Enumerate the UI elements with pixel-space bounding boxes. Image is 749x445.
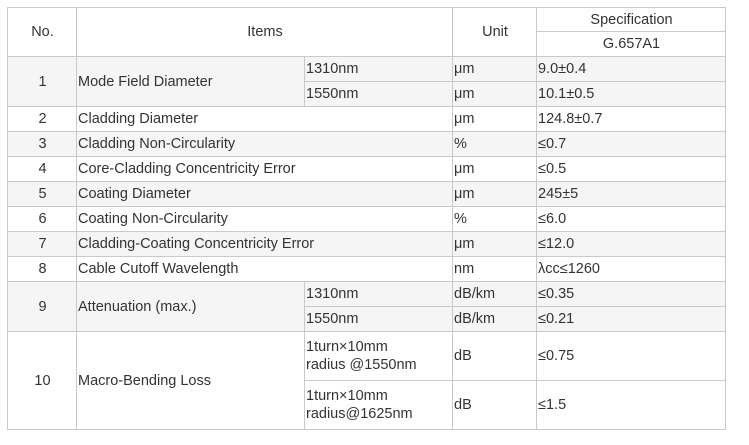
table-row [8, 332, 726, 381]
row-number: 1 [8, 57, 77, 107]
spec-value: ≤0.21 [537, 307, 726, 332]
unit: nm [453, 257, 537, 282]
row-number: 10 [8, 332, 77, 430]
unit: dB [453, 381, 537, 430]
condition: 1310nm [305, 57, 453, 82]
spec-value: 9.0±0.4 [537, 57, 726, 82]
table-row [8, 182, 726, 207]
spec-value: λcc≤1260 [537, 257, 726, 282]
item-name: Core-Cladding Concentricity Error [77, 157, 453, 182]
unit: μm [453, 232, 537, 257]
condition-line: radius@1625nm [306, 406, 413, 422]
item-name: Cladding Non-Circularity [77, 132, 453, 157]
item-name: Cladding Diameter [77, 107, 453, 132]
header-specification: Specification [537, 8, 726, 32]
header-unit: Unit [453, 8, 537, 57]
table-row [8, 282, 726, 307]
condition: 1550nm [305, 307, 453, 332]
unit: % [453, 132, 537, 157]
item-name: Cladding-Coating Concentricity Error [77, 232, 453, 257]
table-row [8, 107, 726, 132]
condition: 1550nm [305, 82, 453, 107]
condition-line: 1turn×10mm [306, 388, 388, 404]
table-row [8, 232, 726, 257]
spec-value: 124.8±0.7 [537, 107, 726, 132]
condition [305, 381, 453, 430]
unit: dB/km [453, 307, 537, 332]
spec-value: ≤1.5 [537, 381, 726, 430]
unit: μm [453, 82, 537, 107]
table-row [8, 157, 726, 182]
row-number: 8 [8, 257, 77, 282]
item-name: Macro-Bending Loss [77, 332, 305, 430]
condition [305, 332, 453, 381]
spec-value: ≤6.0 [537, 207, 726, 232]
table-row [8, 57, 726, 82]
unit: μm [453, 107, 537, 132]
condition-line: radius @1550nm [306, 357, 417, 373]
item-name: Coating Non-Circularity [77, 207, 453, 232]
spec-value: 10.1±0.5 [537, 82, 726, 107]
table-row [8, 132, 726, 157]
item-name: Mode Field Diameter [77, 57, 305, 107]
row-number: 2 [8, 107, 77, 132]
unit: dB [453, 332, 537, 381]
unit: % [453, 207, 537, 232]
spec-value: ≤0.5 [537, 157, 726, 182]
spec-value: ≤0.35 [537, 282, 726, 307]
unit: μm [453, 182, 537, 207]
row-number: 9 [8, 282, 77, 332]
spec-value: ≤12.0 [537, 232, 726, 257]
header-no: No. [8, 8, 77, 57]
header-fiber-type: G.657A1 [537, 32, 726, 57]
row-number: 6 [8, 207, 77, 232]
header-items: Items [77, 8, 453, 57]
row-number: 4 [8, 157, 77, 182]
unit: μm [453, 57, 537, 82]
unit: μm [453, 157, 537, 182]
table-row [8, 207, 726, 232]
unit: dB/km [453, 282, 537, 307]
item-name: Attenuation (max.) [77, 282, 305, 332]
item-name: Cable Cutoff Wavelength [77, 257, 453, 282]
row-number: 3 [8, 132, 77, 157]
spec-value: ≤0.75 [537, 332, 726, 381]
row-number: 5 [8, 182, 77, 207]
row-number: 7 [8, 232, 77, 257]
condition-line: 1turn×10mm [306, 339, 388, 355]
table-row [8, 257, 726, 282]
spec-value: ≤0.7 [537, 132, 726, 157]
condition: 1310nm [305, 282, 453, 307]
specification-table [7, 7, 726, 430]
spec-value: 245±5 [537, 182, 726, 207]
item-name: Coating Diameter [77, 182, 453, 207]
